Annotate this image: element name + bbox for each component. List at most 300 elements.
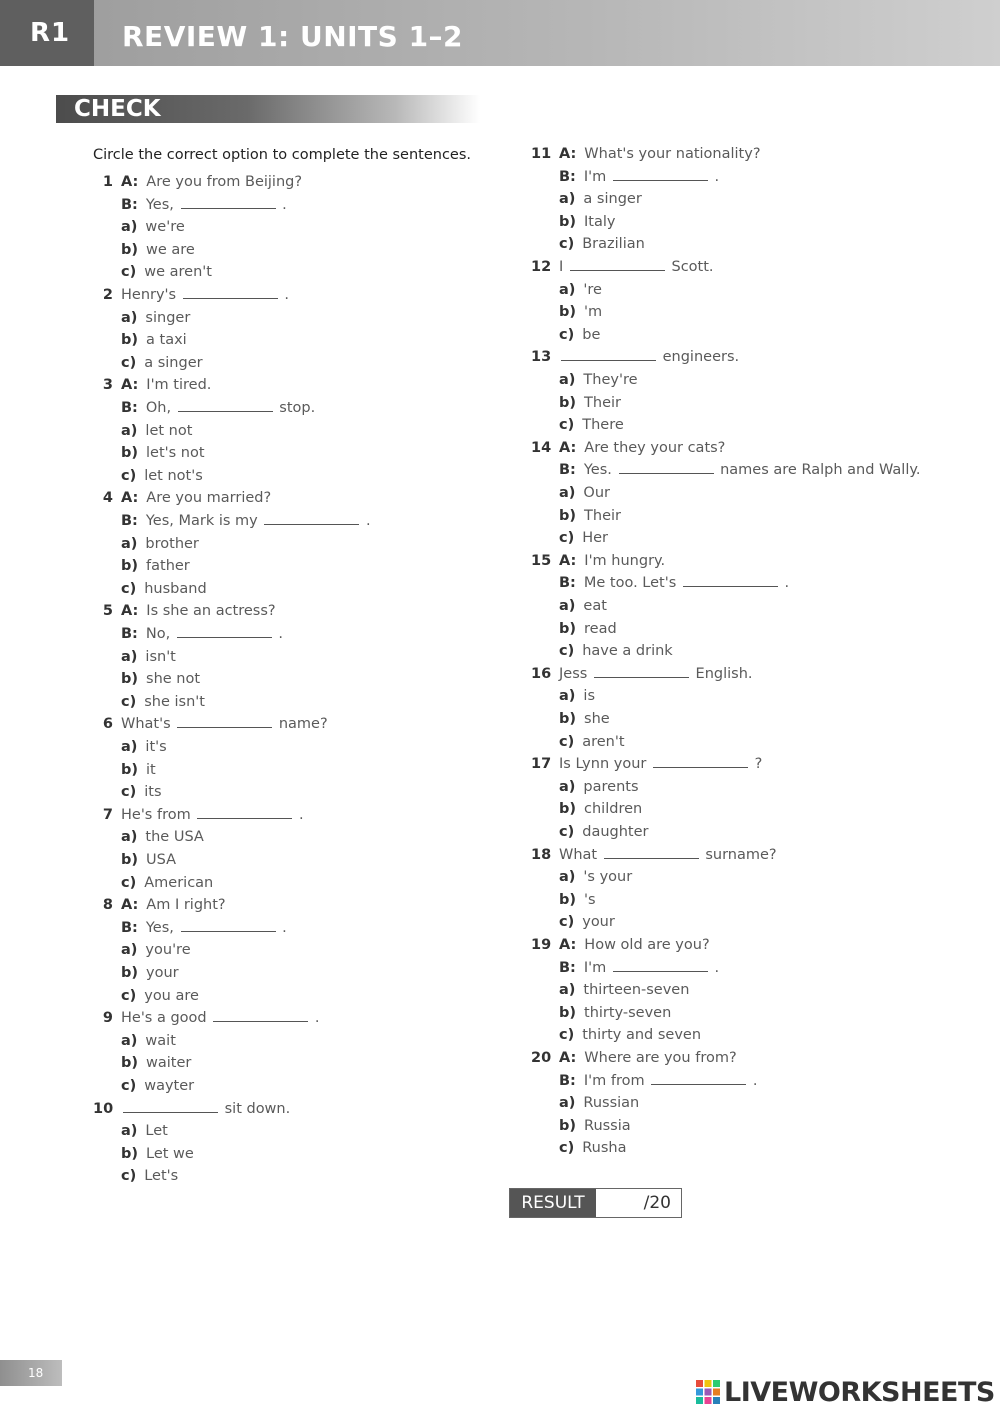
answer-option[interactable] <box>93 329 513 352</box>
option-label: c) <box>121 784 137 801</box>
answer-blank[interactable] <box>177 713 272 728</box>
option-label: c) <box>121 987 137 1004</box>
question-line <box>531 166 951 189</box>
option-text: singer <box>145 309 191 326</box>
text-after-blank: . <box>714 959 720 976</box>
answer-option[interactable] <box>93 216 513 239</box>
option-label: b) <box>121 964 139 981</box>
answer-blank[interactable] <box>181 917 276 932</box>
question-text <box>121 510 371 533</box>
speaker-label: B: <box>559 959 576 976</box>
question-7 <box>93 804 513 894</box>
option-label: a) <box>121 738 138 755</box>
option-label: a) <box>121 1123 138 1140</box>
answer-option[interactable] <box>531 911 951 934</box>
option-text: parents <box>583 778 639 795</box>
answer-option[interactable] <box>531 979 951 1002</box>
option-text: a singer <box>144 354 203 371</box>
answer-option[interactable] <box>93 962 513 985</box>
option-text: your <box>146 964 179 981</box>
unit-code: R1 <box>30 18 71 48</box>
text-before-blank: Are they your cats? <box>584 439 726 456</box>
answer-blank[interactable] <box>651 1070 746 1085</box>
answer-option[interactable] <box>93 872 513 895</box>
question-line <box>93 284 513 307</box>
answer-blank[interactable] <box>594 663 689 678</box>
answer-option[interactable] <box>531 1115 951 1138</box>
question-12 <box>531 256 951 346</box>
text-before-blank: Henry's <box>121 287 177 303</box>
text-before-blank: I <box>559 259 564 275</box>
answer-option[interactable] <box>531 776 951 799</box>
speaker-label: B: <box>559 1072 576 1089</box>
question-4 <box>93 487 513 600</box>
answer-blank[interactable] <box>197 804 292 819</box>
option-label: c) <box>121 580 137 597</box>
answer-blank[interactable] <box>613 166 708 181</box>
question-number: 4 <box>102 490 113 507</box>
header-bar <box>0 0 1000 66</box>
speaker-label: B: <box>121 919 138 936</box>
question-number: 1 <box>102 174 113 190</box>
answer-option[interactable] <box>531 369 951 392</box>
text-after-blank: engineers. <box>662 349 740 366</box>
question-line <box>531 1047 951 1070</box>
option-label: b) <box>559 891 577 908</box>
text-before-blank: What <box>559 846 598 863</box>
option-text: you're <box>145 942 191 959</box>
question-number: 16 <box>531 665 552 682</box>
text-before-blank: Yes, Mark is my <box>145 512 258 529</box>
answer-blank[interactable] <box>178 397 273 412</box>
option-text: waiter <box>146 1055 192 1072</box>
question-text <box>559 459 921 482</box>
answer-option[interactable] <box>531 1092 951 1115</box>
result-score: /20 <box>643 1193 671 1213</box>
speaker-label: A: <box>559 439 577 456</box>
option-text: Let's <box>144 1168 179 1185</box>
question-line <box>531 143 951 166</box>
answer-option[interactable] <box>531 731 951 754</box>
question-6 <box>93 713 513 803</box>
answer-option[interactable] <box>531 211 951 234</box>
answer-option[interactable] <box>93 1030 513 1053</box>
answer-blank[interactable] <box>604 844 699 859</box>
answer-option[interactable] <box>93 239 513 262</box>
question-line <box>93 487 513 510</box>
question-text <box>121 487 271 510</box>
option-label: b) <box>559 394 577 411</box>
option-text: Russian <box>583 1095 640 1112</box>
answer-option[interactable] <box>531 708 951 731</box>
text-before-blank: Oh, <box>145 399 172 416</box>
question-number: 18 <box>531 846 552 863</box>
text-after-blank: name? <box>278 716 328 733</box>
option-text: she isn't <box>144 693 205 710</box>
question-text <box>121 171 302 194</box>
answer-option[interactable] <box>531 505 951 528</box>
option-label: a) <box>559 191 576 208</box>
text-after-blank: English. <box>695 665 753 682</box>
question-line <box>93 194 513 217</box>
question-number: 17 <box>531 756 552 773</box>
question-number: 5 <box>102 603 113 620</box>
answer-option[interactable] <box>531 1137 951 1160</box>
text-before-blank: Yes, <box>145 196 174 213</box>
option-text: your <box>582 914 615 931</box>
answer-option[interactable] <box>531 324 951 347</box>
question-number: 15 <box>531 552 552 569</box>
answer-option[interactable] <box>531 595 951 618</box>
answer-option[interactable] <box>93 1143 513 1166</box>
option-text: American <box>144 874 214 891</box>
answer-blank[interactable] <box>183 284 278 299</box>
answer-option[interactable] <box>531 414 951 437</box>
question-text <box>559 663 753 686</box>
option-text: we're <box>145 219 185 236</box>
answer-blank[interactable] <box>181 194 276 209</box>
option-label: a) <box>559 982 576 999</box>
option-label: a) <box>121 942 138 959</box>
question-3 <box>93 374 513 487</box>
option-text: a taxi <box>146 332 187 349</box>
option-label: c) <box>559 914 575 931</box>
answer-option[interactable] <box>531 1002 951 1025</box>
result-box <box>509 1188 682 1218</box>
text-before-blank: I'm tired. <box>146 377 212 394</box>
speaker-label: B: <box>121 196 138 213</box>
question-line <box>531 550 951 573</box>
answer-option[interactable] <box>93 578 513 601</box>
question-text <box>121 623 283 646</box>
question-20 <box>531 1047 951 1160</box>
answer-option[interactable] <box>93 533 513 556</box>
answer-blank[interactable] <box>123 1098 218 1113</box>
speaker-label: B: <box>121 512 138 529</box>
question-2 <box>93 284 513 374</box>
option-text: wayter <box>144 1077 195 1094</box>
option-label: b) <box>559 1004 577 1021</box>
option-text: isn't <box>145 648 176 665</box>
text-after-blank: . <box>365 512 371 529</box>
option-label: b) <box>559 801 577 818</box>
question-text <box>121 713 328 736</box>
answer-option[interactable] <box>93 261 513 284</box>
text-before-blank: I'm <box>583 168 607 185</box>
option-text: daughter <box>582 823 649 840</box>
question-line <box>93 510 513 533</box>
answer-option[interactable] <box>531 821 951 844</box>
question-text <box>559 572 789 595</box>
answer-blank[interactable] <box>264 510 359 525</box>
text-before-blank: How old are you? <box>584 937 710 953</box>
text-before-blank: What's <box>121 716 171 733</box>
question-14 <box>531 437 951 550</box>
option-label: b) <box>121 1055 139 1072</box>
option-label: c) <box>121 1168 137 1185</box>
answer-option[interactable] <box>531 798 951 821</box>
option-label: b) <box>121 671 139 688</box>
answer-blank[interactable] <box>653 753 748 768</box>
question-number: 14 <box>531 439 552 456</box>
answer-blank[interactable] <box>613 957 708 972</box>
option-text: is <box>583 688 596 705</box>
option-label: a) <box>559 869 576 886</box>
question-number: 11 <box>531 146 552 162</box>
question-line <box>531 663 951 686</box>
option-text: you are <box>144 987 199 1004</box>
text-before-blank: He's from <box>121 806 191 823</box>
answer-option[interactable] <box>531 866 951 889</box>
text-before-blank: Am I right? <box>146 897 226 914</box>
answer-option[interactable] <box>531 233 951 256</box>
text-before-blank: Is Lynn your <box>559 756 647 773</box>
option-label: b) <box>121 332 139 349</box>
question-text <box>559 934 710 957</box>
option-label: a) <box>121 1032 138 1049</box>
option-text: husband <box>144 580 207 597</box>
option-label: c) <box>559 643 575 660</box>
text-after-blank: Scott. <box>671 259 714 275</box>
question-number: 7 <box>102 806 113 823</box>
question-number: 20 <box>531 1050 552 1066</box>
text-after-blank: . <box>282 196 287 213</box>
option-text: have a drink <box>582 643 673 660</box>
option-label: b) <box>559 620 577 637</box>
option-label: b) <box>559 304 577 321</box>
option-text: 's <box>584 891 596 908</box>
text-before-blank: Jess <box>559 665 588 682</box>
answer-option[interactable] <box>531 188 951 211</box>
text-after-blank: . <box>314 1010 320 1027</box>
speaker-label: A: <box>121 603 139 620</box>
answer-option[interactable] <box>93 1165 513 1188</box>
answer-option[interactable] <box>93 691 513 714</box>
option-label: c) <box>559 417 575 434</box>
question-line <box>93 374 513 397</box>
question-13 <box>531 346 951 436</box>
option-text: brother <box>145 535 199 552</box>
question-line <box>531 957 951 980</box>
answer-option[interactable] <box>531 392 951 415</box>
question-line <box>93 804 513 827</box>
speaker-label: B: <box>559 168 576 185</box>
option-text: 'm <box>584 304 603 321</box>
option-text: Their <box>584 507 621 524</box>
option-label: b) <box>121 851 139 868</box>
option-label: b) <box>121 761 139 778</box>
answer-blank[interactable] <box>177 623 272 638</box>
text-after-blank: names are Ralph and Wally. <box>720 462 921 479</box>
option-text: thirty and seven <box>582 1027 702 1044</box>
speaker-label: A: <box>121 490 139 507</box>
answer-option[interactable] <box>93 939 513 962</box>
answer-blank[interactable] <box>561 346 656 361</box>
question-text <box>121 284 289 307</box>
question-text <box>121 194 287 217</box>
question-number: 9 <box>102 1010 113 1027</box>
option-label: c) <box>559 530 575 547</box>
question-line <box>531 934 951 957</box>
question-text <box>559 1047 737 1070</box>
text-before-blank: I'm hungry. <box>584 552 666 569</box>
question-line <box>531 844 951 867</box>
answer-blank[interactable] <box>213 1007 308 1022</box>
question-line <box>93 397 513 420</box>
question-9 <box>93 1007 513 1097</box>
question-1 <box>93 171 513 284</box>
text-after-blank: . <box>278 625 284 642</box>
option-label: c) <box>121 693 137 710</box>
answer-option[interactable] <box>93 1052 513 1075</box>
answer-option[interactable] <box>93 646 513 669</box>
brand-name: LIVEWORKSHEETS <box>724 1377 995 1408</box>
option-text: Let we <box>146 1145 194 1162</box>
question-number: 2 <box>102 287 113 303</box>
answer-blank[interactable] <box>570 256 665 271</box>
question-number: 19 <box>531 937 552 953</box>
page-number: 18 <box>28 1366 44 1380</box>
option-text: aren't <box>582 733 625 750</box>
answer-option[interactable] <box>93 759 513 782</box>
answer-option[interactable] <box>531 1024 951 1047</box>
option-label: c) <box>559 236 575 253</box>
speaker-label: A: <box>559 937 577 953</box>
option-text: let's not <box>146 445 205 462</box>
option-text: There <box>582 417 624 434</box>
speaker-label: A: <box>121 174 139 190</box>
question-line <box>531 346 951 369</box>
answer-option[interactable] <box>531 482 951 505</box>
question-text <box>559 1070 757 1093</box>
answer-option[interactable] <box>531 527 951 550</box>
option-label: a) <box>559 688 576 705</box>
option-label: c) <box>121 874 137 891</box>
question-line <box>531 572 951 595</box>
text-before-blank: What's your nationality? <box>584 146 761 162</box>
question-line <box>531 753 951 776</box>
answer-blank[interactable] <box>683 572 778 587</box>
result-label: RESULT <box>510 1189 596 1217</box>
answer-option[interactable] <box>93 668 513 691</box>
answer-option[interactable] <box>531 685 951 708</box>
option-text: USA <box>146 851 177 868</box>
question-number: 12 <box>531 259 552 275</box>
question-text <box>559 844 777 867</box>
option-text: 're <box>583 281 602 298</box>
question-number: 8 <box>102 897 113 914</box>
question-line <box>93 1007 513 1030</box>
text-before-blank: I'm <box>583 959 607 976</box>
answer-option[interactable] <box>93 736 513 759</box>
answer-option[interactable] <box>93 781 513 804</box>
answer-option[interactable] <box>93 1075 513 1098</box>
option-text: Rusha <box>582 1140 627 1157</box>
option-text: it <box>146 761 156 778</box>
text-after-blank: ? <box>754 756 763 773</box>
speaker-label: A: <box>559 146 577 162</box>
answer-blank[interactable] <box>619 459 714 474</box>
answer-option[interactable] <box>531 640 951 663</box>
answer-option[interactable] <box>93 1120 513 1143</box>
question-text <box>559 346 739 369</box>
question-text <box>559 143 761 166</box>
answer-option[interactable] <box>531 279 951 302</box>
speaker-label: A: <box>559 1050 577 1066</box>
text-after-blank: surname? <box>705 846 777 863</box>
question-text <box>559 437 725 460</box>
answer-option[interactable] <box>93 420 513 443</box>
option-label: b) <box>121 558 139 575</box>
question-text <box>121 894 226 917</box>
question-text <box>121 397 315 420</box>
text-before-blank: No, <box>145 625 171 642</box>
option-text: Brazilian <box>582 236 645 253</box>
option-text: let not <box>145 422 193 439</box>
option-label: c) <box>559 1140 575 1157</box>
answer-option[interactable] <box>93 985 513 1008</box>
answer-option[interactable] <box>93 555 513 578</box>
answer-option[interactable] <box>93 352 513 375</box>
question-text <box>121 804 304 827</box>
option-text: we aren't <box>144 264 212 281</box>
option-text: be <box>582 326 601 343</box>
speaker-label: B: <box>559 575 576 592</box>
question-17 <box>531 753 951 843</box>
speaker-label: A: <box>559 552 577 569</box>
option-text: 's your <box>583 869 633 886</box>
question-text <box>559 550 665 573</box>
answer-option[interactable] <box>93 442 513 465</box>
question-text <box>559 256 714 279</box>
section-title: CHECK <box>74 96 161 122</box>
answer-option[interactable] <box>93 849 513 872</box>
page-title: REVIEW 1: UNITS 1–2 <box>122 20 464 53</box>
option-text: it's <box>145 738 167 755</box>
option-text: she not <box>146 671 201 688</box>
speaker-label: B: <box>121 625 138 642</box>
question-text <box>121 1098 290 1121</box>
option-label: b) <box>559 1117 577 1134</box>
option-text: its <box>144 784 162 801</box>
option-text: Russia <box>584 1117 631 1134</box>
answer-option[interactable] <box>531 889 951 912</box>
text-before-blank: Is she an actress? <box>146 603 276 620</box>
answer-option[interactable] <box>531 618 951 641</box>
answer-option[interactable] <box>531 301 951 324</box>
option-text: eat <box>583 597 607 614</box>
option-text: we are <box>146 241 195 258</box>
option-label: a) <box>559 778 576 795</box>
answer-option[interactable] <box>93 307 513 330</box>
option-text: she <box>584 710 610 727</box>
option-label: a) <box>121 829 138 846</box>
text-after-blank: . <box>752 1072 758 1089</box>
text-after-blank: . <box>284 287 289 303</box>
option-text: Her <box>582 530 609 547</box>
option-label: a) <box>121 219 138 236</box>
answer-option[interactable] <box>93 465 513 488</box>
option-text: children <box>584 801 643 818</box>
option-label: c) <box>121 354 137 371</box>
question-15 <box>531 550 951 663</box>
question-text <box>559 957 719 980</box>
answer-option[interactable] <box>93 826 513 849</box>
option-label: a) <box>559 281 576 298</box>
question-text <box>121 374 211 397</box>
question-5 <box>93 600 513 713</box>
option-text: a singer <box>583 191 642 208</box>
